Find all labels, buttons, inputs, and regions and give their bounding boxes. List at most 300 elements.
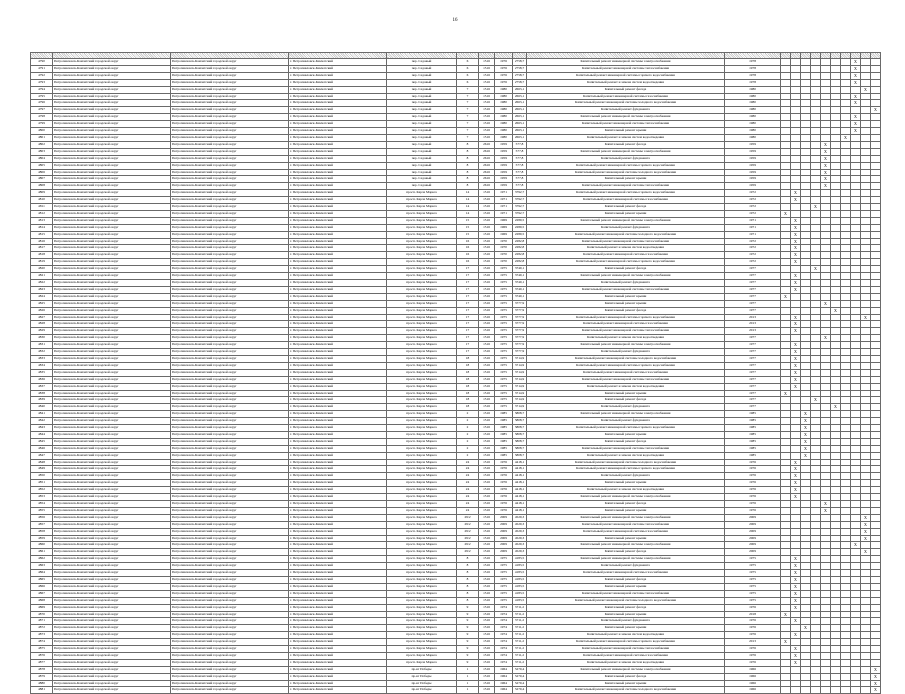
- street-cell: пер. Садовый: [387, 100, 457, 107]
- mark-cell: X: [861, 314, 871, 321]
- row-id-cell: 4826: [31, 307, 53, 314]
- settlement-cell: г. Петропавловск-Камчатский: [289, 224, 387, 231]
- mark-cell: [811, 666, 821, 673]
- count-cell: 1516: [479, 556, 495, 563]
- year-cell: 1975: [495, 349, 513, 356]
- mark-cell: [781, 383, 791, 390]
- year-cell: 1975: [495, 286, 513, 293]
- municipality-cell: Петропавловск-Камчатский городской округ: [171, 273, 289, 280]
- mark-cell: [811, 107, 821, 114]
- mark-cell: [811, 390, 821, 397]
- settlement-cell: г. Петропавловск-Камчатский: [289, 687, 387, 694]
- period-cell: 2009: [725, 528, 781, 535]
- mark-cell: [861, 362, 871, 369]
- work-type-cell: Капитальный ремонт фасада: [527, 266, 725, 273]
- row-id-cell: 4815: [31, 231, 53, 238]
- mark-cell: [861, 487, 871, 494]
- area-cell: 2663,1: [513, 114, 527, 121]
- mark-cell: [811, 210, 821, 217]
- mark-cell: X: [821, 183, 831, 190]
- house-cell: 8: [457, 556, 479, 563]
- mark-cell: [811, 349, 821, 356]
- count-cell: 1516: [479, 349, 495, 356]
- mark-cell: X: [801, 452, 811, 459]
- mark-cell: [841, 556, 851, 563]
- mark-cell: [791, 397, 801, 404]
- municipality-cell: Петропавловск-Камчатский городской округ: [53, 404, 171, 411]
- area-cell: 4183,5: [513, 576, 527, 583]
- area-cell: 3777,9: [513, 349, 527, 356]
- street-cell: просп. Карла Маркса: [387, 542, 457, 549]
- mark-cell: [821, 390, 831, 397]
- municipality-cell: Петропавловск-Камчатский городской округ: [53, 418, 171, 425]
- mark-cell: [801, 487, 811, 494]
- mark-cell: [791, 141, 801, 148]
- mark-cell: [781, 79, 791, 86]
- mark-cell: [841, 72, 851, 79]
- mark-cell: [801, 100, 811, 107]
- table-row: [31, 459, 881, 466]
- work-type-cell: Капитальный ремонт инженерной системы горячего водоснабжения: [527, 362, 725, 369]
- mark-cell: [851, 666, 861, 673]
- area-cell: 3714,9: [513, 404, 527, 411]
- table-row: [31, 383, 881, 390]
- mark-cell: [871, 121, 881, 128]
- mark-cell: [791, 155, 801, 162]
- period-cell: 1966: [725, 666, 781, 673]
- year-cell: 2009: [495, 535, 513, 542]
- mark-cell: [841, 459, 851, 466]
- row-id-cell: 4878: [31, 666, 53, 673]
- street-cell: пер. Садовый: [387, 141, 457, 148]
- period-cell: 1976: [725, 487, 781, 494]
- mark-cell: [851, 169, 861, 176]
- period-cell: 1972: [725, 210, 781, 217]
- mark-cell: [861, 397, 871, 404]
- table-row: [31, 252, 881, 259]
- area-cell: 2282,8: [513, 238, 527, 245]
- mark-cell: [801, 59, 811, 66]
- year-cell: 1975: [495, 293, 513, 300]
- period-cell: 1976: [725, 459, 781, 466]
- mark-cell: X: [841, 134, 851, 141]
- mark-cell: [811, 431, 821, 438]
- mark-cell: [791, 625, 801, 632]
- table-row: [31, 314, 881, 321]
- mark-cell: [851, 134, 861, 141]
- area-cell: 3792,7: [513, 197, 527, 204]
- period-cell: 2009: [725, 542, 781, 549]
- mark-cell: [841, 59, 851, 66]
- row-id-cell: 4879: [31, 673, 53, 680]
- mark-cell: [811, 597, 821, 604]
- work-type-cell: Капитальный ремонт инженерной системы холодного водоснабжения: [527, 355, 725, 362]
- mark-cell: [781, 632, 791, 639]
- settlement-cell: г. Петропавловск-Камчатский: [289, 273, 387, 280]
- mark-cell: [781, 590, 791, 597]
- table-row: [31, 466, 881, 473]
- mark-cell: [861, 390, 871, 397]
- mark-cell: X: [791, 556, 801, 563]
- mark-cell: [861, 445, 871, 452]
- mark-cell: [801, 383, 811, 390]
- mark-cell: X: [791, 383, 801, 390]
- mark-cell: [871, 273, 881, 280]
- mark-cell: [871, 652, 881, 659]
- mark-cell: [811, 293, 821, 300]
- municipality-cell: Петропавловск-Камчатский городской округ: [53, 314, 171, 321]
- mark-cell: [821, 231, 831, 238]
- table-row: [31, 79, 881, 86]
- area-cell: 2758,7: [513, 79, 527, 86]
- mark-cell: [851, 528, 861, 535]
- mark-cell: [781, 369, 791, 376]
- year-cell: 1985: [495, 431, 513, 438]
- mark-cell: [811, 452, 821, 459]
- mark-cell: [851, 556, 861, 563]
- mark-cell: X: [851, 72, 861, 79]
- mark-cell: [821, 342, 831, 349]
- street-cell: просп. Карла Маркса: [387, 535, 457, 542]
- mark-cell: [841, 252, 851, 259]
- mark-cell: [801, 618, 811, 625]
- mark-cell: [831, 280, 841, 287]
- mark-cell: X: [861, 514, 871, 521]
- mark-cell: [811, 459, 821, 466]
- house-cell: 17: [457, 335, 479, 342]
- mark-cell: [831, 590, 841, 597]
- period-cell: 1972: [725, 190, 781, 197]
- mark-cell: [801, 570, 811, 577]
- mark-cell: [851, 597, 861, 604]
- mark-cell: [801, 652, 811, 659]
- municipality-cell: Петропавловск-Камчатский городской округ: [171, 563, 289, 570]
- mark-cell: [831, 466, 841, 473]
- mark-cell: [801, 128, 811, 135]
- mark-cell: [851, 659, 861, 666]
- mark-cell: X: [791, 190, 801, 197]
- table-row: [31, 369, 881, 376]
- house-cell: 16: [457, 245, 479, 252]
- area-cell: 3777,9: [513, 342, 527, 349]
- year-cell: 1974: [495, 604, 513, 611]
- mark-cell: [791, 300, 801, 307]
- area-cell: 5808,7: [513, 438, 527, 445]
- mark-cell: [781, 335, 791, 342]
- municipality-cell: Петропавловск-Камчатский городской округ: [171, 197, 289, 204]
- municipality-cell: Петропавловск-Камчатский городской округ: [53, 349, 171, 356]
- municipality-cell: Петропавловск-Камчатский городской округ: [53, 93, 171, 100]
- mark-cell: [831, 652, 841, 659]
- work-type-cell: Капитальный ремонт крыши: [527, 210, 725, 217]
- municipality-cell: Петропавловск-Камчатский городской округ: [53, 687, 171, 694]
- year-cell: 1959: [495, 183, 513, 190]
- mark-cell: [841, 563, 851, 570]
- area-cell: 4418,1: [513, 501, 527, 508]
- mark-cell: [851, 625, 861, 632]
- area-cell: 2282,8: [513, 252, 527, 259]
- mark-cell: [811, 618, 821, 625]
- mark-cell: [861, 210, 871, 217]
- street-cell: пер. Садовый: [387, 128, 457, 135]
- area-cell: 4529,3: [513, 514, 527, 521]
- period-cell: 2013: [725, 639, 781, 646]
- mark-cell: [801, 114, 811, 121]
- count-cell: 1516: [479, 280, 495, 287]
- mark-cell: [801, 93, 811, 100]
- count-cell: 1516: [479, 397, 495, 404]
- mark-cell: [841, 625, 851, 632]
- mark-cell: [801, 335, 811, 342]
- mark-cell: [811, 355, 821, 362]
- mark-cell: [821, 611, 831, 618]
- mark-cell: [871, 590, 881, 597]
- street-cell: просп. Карла Маркса: [387, 597, 457, 604]
- period-cell: 1977: [725, 390, 781, 397]
- mark-cell: [811, 611, 821, 618]
- work-type-cell: Капитальный ремонт инженерной системы электроснабжения: [527, 114, 725, 121]
- mark-cell: [851, 273, 861, 280]
- mark-cell: [861, 632, 871, 639]
- row-id-cell: 4850: [31, 473, 53, 480]
- work-type-cell: Капитальный ремонт инженерной системы теплоснабжения: [527, 238, 725, 245]
- mark-cell: [861, 687, 871, 694]
- mark-cell: [841, 680, 851, 687]
- mark-cell: [811, 521, 821, 528]
- municipality-cell: Петропавловск-Камчатский городской округ: [171, 514, 289, 521]
- period-cell: 1959: [725, 183, 781, 190]
- municipality-cell: Петропавловск-Камчатский городской округ: [171, 86, 289, 93]
- mark-cell: [861, 355, 871, 362]
- mark-cell: [871, 431, 881, 438]
- mark-cell: [781, 659, 791, 666]
- mark-cell: [871, 238, 881, 245]
- year-cell: 1970: [495, 245, 513, 252]
- period-cell: 1959: [725, 162, 781, 169]
- mark-cell: [831, 266, 841, 273]
- house-cell: 9: [457, 652, 479, 659]
- mark-cell: [801, 369, 811, 376]
- mark-cell: [861, 190, 871, 197]
- row-id-cell: 4842: [31, 418, 53, 425]
- row-id-cell: 4812: [31, 210, 53, 217]
- municipality-cell: Петропавловск-Камчатский городской округ: [171, 252, 289, 259]
- street-cell: просп. Карла Маркса: [387, 507, 457, 514]
- period-cell: 1959: [725, 169, 781, 176]
- work-type-cell: Капитальный ремонт инженерной системы электроснабжения: [527, 411, 725, 418]
- table-row: [31, 618, 881, 625]
- municipality-cell: Петропавловск-Камчатский городской округ: [171, 362, 289, 369]
- count-cell: 1516: [479, 369, 495, 376]
- mark-cell: [841, 349, 851, 356]
- count-cell: 2616: [479, 148, 495, 155]
- table-row: [31, 204, 881, 211]
- table-row: [31, 431, 881, 438]
- street-cell: пер. Садовый: [387, 93, 457, 100]
- area-cell: 4418,1: [513, 466, 527, 473]
- area-cell: 3740,1: [513, 273, 527, 280]
- mark-cell: [831, 169, 841, 176]
- work-type-cell: Капитальный ремонт инженерной системы газоснабжения: [527, 252, 725, 259]
- year-cell: 1964: [495, 666, 513, 673]
- row-id-cell: 4798: [31, 114, 53, 121]
- municipality-cell: Петропавловск-Камчатский городской округ: [171, 431, 289, 438]
- count-cell: 1516: [479, 107, 495, 114]
- area-cell: 5808,7: [513, 425, 527, 432]
- row-id-cell: 4827: [31, 314, 53, 321]
- mark-cell: [841, 114, 851, 121]
- mark-cell: X: [821, 300, 831, 307]
- row-id-cell: 4813: [31, 217, 53, 224]
- mark-cell: [821, 307, 831, 314]
- area-cell: 3777,9: [513, 328, 527, 335]
- mark-cell: [831, 480, 841, 487]
- mark-cell: [821, 286, 831, 293]
- work-type-cell: Капитальный ремонт фундамента: [527, 280, 725, 287]
- street-cell: просп. Карла Маркса: [387, 418, 457, 425]
- mark-cell: X: [851, 114, 861, 121]
- house-cell: 6: [457, 65, 479, 72]
- row-id-cell: 4863: [31, 563, 53, 570]
- mark-cell: [851, 459, 861, 466]
- mark-cell: [861, 342, 871, 349]
- mark-cell: X: [801, 445, 811, 452]
- municipality-cell: Петропавловск-Камчатский городской округ: [53, 673, 171, 680]
- settlement-cell: г. Петропавловск-Камчатский: [289, 349, 387, 356]
- work-type-cell: Капитальный ремонт инженерной системы газоснабжения: [527, 369, 725, 376]
- row-id-cell: 4821: [31, 273, 53, 280]
- row-id-cell: 4808: [31, 183, 53, 190]
- mark-cell: [781, 169, 791, 176]
- mark-cell: [801, 673, 811, 680]
- house-cell: 7: [457, 121, 479, 128]
- street-cell: просп. Карла Маркса: [387, 576, 457, 583]
- municipality-cell: Петропавловск-Камчатский городской округ: [171, 217, 289, 224]
- house-cell: 7: [457, 100, 479, 107]
- mark-cell: [851, 583, 861, 590]
- mark-cell: [871, 583, 881, 590]
- row-id-cell: 4881: [31, 687, 53, 694]
- house-cell: 17: [457, 328, 479, 335]
- mark-cell: [821, 121, 831, 128]
- mark-cell: [781, 597, 791, 604]
- street-cell: просп. Карла Маркса: [387, 473, 457, 480]
- count-cell: 1516: [479, 383, 495, 390]
- mark-cell: [831, 687, 841, 694]
- mark-cell: [781, 501, 791, 508]
- mark-cell: [821, 369, 831, 376]
- area-cell: 3777,9: [513, 307, 527, 314]
- work-type-cell: Капитальный ремонт и замена систем водоотведения: [527, 134, 725, 141]
- mark-cell: [851, 190, 861, 197]
- municipality-cell: Петропавловск-Камчатский городской округ: [53, 169, 171, 176]
- period-cell: 1975: [725, 583, 781, 590]
- mark-cell: [861, 328, 871, 335]
- settlement-cell: г. Петропавловск-Камчатский: [289, 204, 387, 211]
- mark-cell: [821, 383, 831, 390]
- municipality-cell: Петропавловск-Камчатский городской округ: [171, 535, 289, 542]
- municipality-cell: Петропавловск-Камчатский городской округ: [171, 583, 289, 590]
- mark-cell: [841, 266, 851, 273]
- mark-cell: [831, 286, 841, 293]
- mark-cell: [811, 673, 821, 680]
- mark-cell: [861, 556, 871, 563]
- mark-cell: X: [791, 604, 801, 611]
- mark-cell: [841, 128, 851, 135]
- mark-cell: [821, 280, 831, 287]
- mark-cell: [861, 673, 871, 680]
- mark-cell: [871, 556, 881, 563]
- house-cell: 17: [457, 300, 479, 307]
- table-body: [31, 59, 881, 694]
- mark-cell: X: [791, 480, 801, 487]
- mark-cell: [811, 438, 821, 445]
- mark-cell: [791, 404, 801, 411]
- mark-cell: [841, 273, 851, 280]
- municipality-cell: Петропавловск-Камчатский городской округ: [171, 59, 289, 66]
- mark-cell: [831, 431, 841, 438]
- area-cell: 2663,1: [513, 86, 527, 93]
- mark-cell: [821, 576, 831, 583]
- mark-cell: [851, 286, 861, 293]
- area-cell: 3740,1: [513, 286, 527, 293]
- count-cell: 1516: [479, 355, 495, 362]
- mark-cell: [841, 79, 851, 86]
- count-cell: 1516: [479, 266, 495, 273]
- work-type-cell: Капитальный ремонт инженерной системы газоснабжения: [527, 197, 725, 204]
- municipality-cell: Петропавловск-Камчатский городской округ: [53, 224, 171, 231]
- area-cell: 2663,1: [513, 134, 527, 141]
- table-row: [31, 362, 881, 369]
- count-cell: 1516: [479, 438, 495, 445]
- house-cell: 18: [457, 404, 479, 411]
- mark-cell: [871, 501, 881, 508]
- period-cell: 1972: [725, 245, 781, 252]
- municipality-cell: Петропавловск-Камчатский городской округ: [53, 618, 171, 625]
- mark-cell: [791, 86, 801, 93]
- mark-cell: [791, 134, 801, 141]
- mark-cell: [851, 293, 861, 300]
- period-cell: 1976: [725, 501, 781, 508]
- mark-cell: [861, 72, 871, 79]
- mark-cell: [811, 183, 821, 190]
- municipality-cell: Петропавловск-Камчатский городской округ: [53, 238, 171, 245]
- area-cell: 4418,1: [513, 487, 527, 494]
- mark-cell: [831, 252, 841, 259]
- mark-cell: [781, 404, 791, 411]
- mark-cell: [791, 162, 801, 169]
- work-type-cell: Капитальный ремонт инженерной системы холодного водоснабжения: [527, 459, 725, 466]
- mark-cell: [811, 79, 821, 86]
- mark-cell: [871, 362, 881, 369]
- mark-cell: X: [791, 197, 801, 204]
- house-cell: 14: [457, 204, 479, 211]
- period-cell: 2009: [725, 514, 781, 521]
- street-cell: просп. Карла Маркса: [387, 390, 457, 397]
- mark-cell: [851, 328, 861, 335]
- period-cell: 1971: [725, 231, 781, 238]
- house-cell: 7: [457, 107, 479, 114]
- count-cell: 2616: [479, 155, 495, 162]
- year-cell: 1980: [495, 93, 513, 100]
- settlement-cell: г. Петропавловск-Камчатский: [289, 673, 387, 680]
- period-cell: 1976: [725, 604, 781, 611]
- work-type-cell: Капитальный ремонт инженерной системы горячего водоснабжения: [527, 639, 725, 646]
- year-cell: 1970: [495, 259, 513, 266]
- mark-cell: [821, 355, 831, 362]
- year-cell: 1975: [495, 355, 513, 362]
- street-cell: просп. Карла Маркса: [387, 210, 457, 217]
